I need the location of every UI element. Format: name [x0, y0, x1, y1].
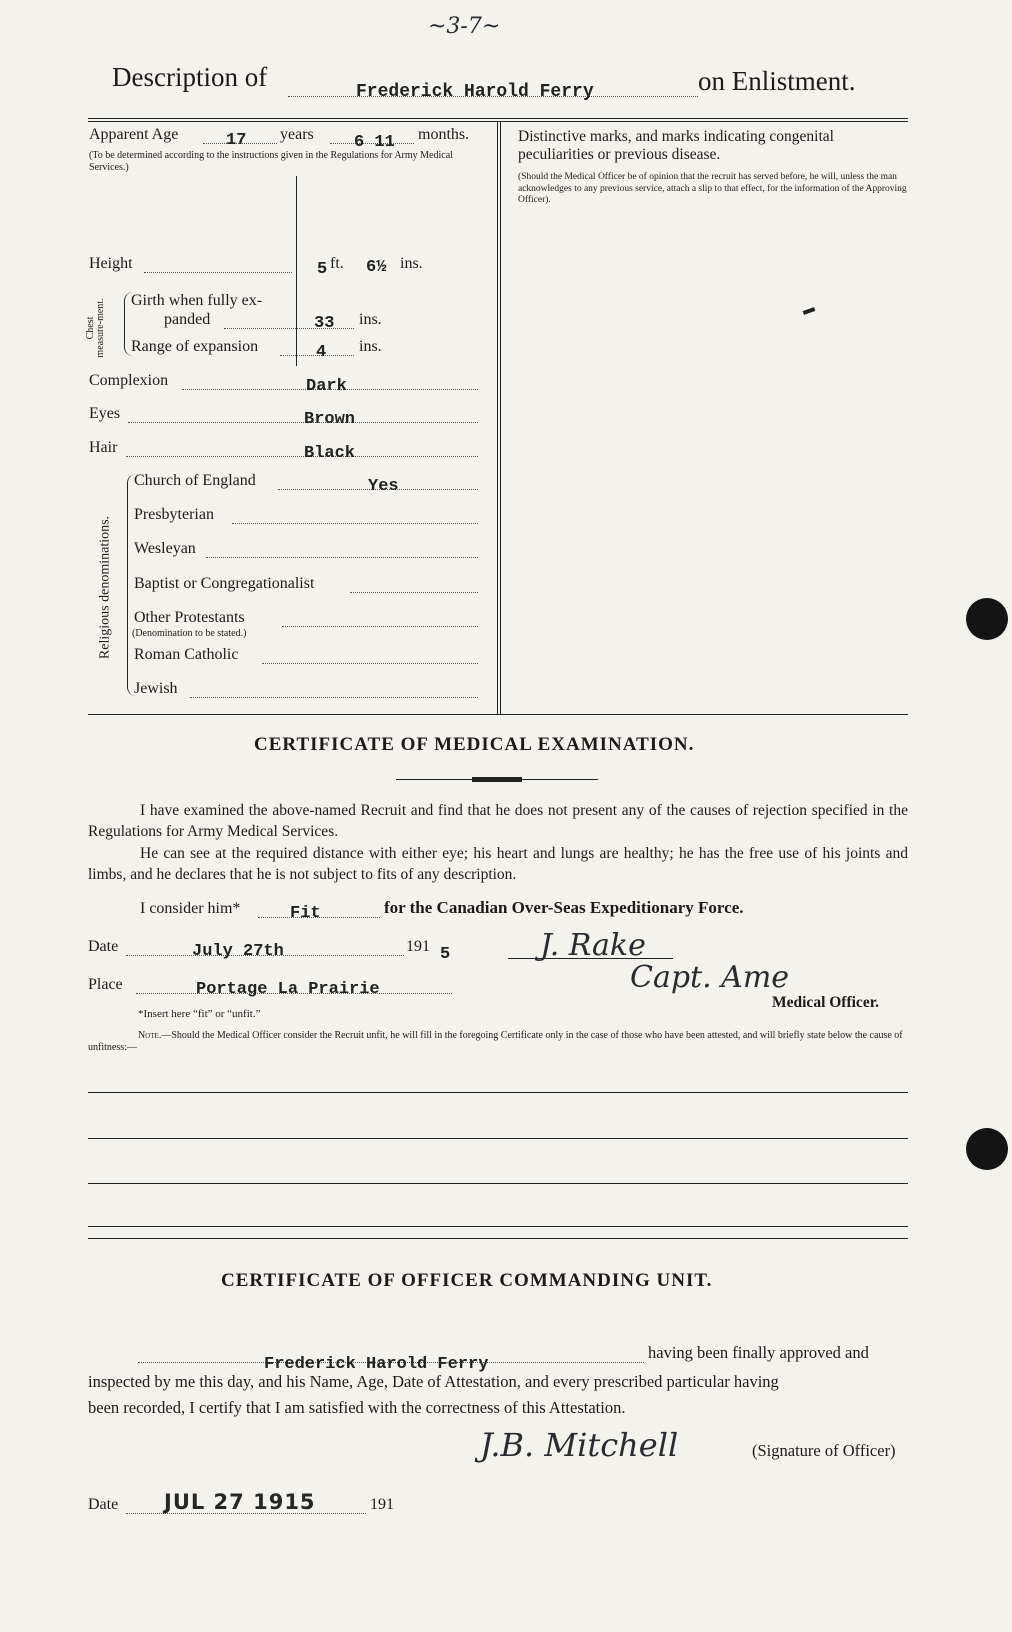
commanding-date-label: Date [88, 1496, 119, 1513]
insert-note: *Insert here “fit” or “unfit.” [138, 1008, 261, 1020]
height-label: Height [89, 255, 133, 272]
chest-girth-value: 33 [314, 314, 335, 333]
religion-item-presbyterian: Presbyterian [134, 506, 214, 523]
chest-girth-label-1: Girth when fully ex- [131, 292, 263, 309]
medical-date-label: Date [88, 938, 119, 955]
consider-suffix: for the Canadian Over-Seas Expeditionary Force. [384, 898, 744, 917]
medical-heading-rule-center [472, 777, 522, 782]
chest-girth-unit: ins. [359, 311, 382, 328]
commanding-line2: inspected by me this day, and his Name, Age, Date of Attestation, and every prescribed particular having [88, 1372, 779, 1391]
height-ins-value: 6½ [366, 258, 387, 277]
distinctive-note: (Should the Medical Officer be of opinion that the recruit has served before, he will, unless the man acknowledges to any previous service, attach a slip to that effect, for the information of the Approving Officer). [518, 172, 907, 205]
religion-line-6 [190, 697, 478, 698]
age-label: Apparent Age [89, 126, 179, 143]
commanding-signature-label: (Signature of Officer) [752, 1441, 896, 1460]
religion-line-1 [232, 523, 478, 524]
unfitness-line-1 [88, 1092, 908, 1093]
title-left: Description of [112, 62, 268, 92]
religion-item-other-protestants: Other Protestants [134, 609, 245, 626]
religion-other-note: (Denomination to be stated.) [132, 628, 247, 639]
unfitness-line-2 [88, 1138, 908, 1139]
medical-para2: He can see at the required distance with either eye; his heart and lungs are healthy; he has the free use of his joints and limbs, and he declares that he is not subject to fits of any description. [88, 845, 908, 883]
complexion-value: Dark [306, 377, 347, 396]
medical-note-label: Note. [138, 1030, 162, 1041]
commanding-signature: J.B. Mitchell [480, 1426, 679, 1464]
place-label: Place [88, 976, 123, 993]
column-divider-2 [500, 121, 501, 715]
medical-year-prefix: 191 [406, 938, 430, 955]
religion-line-3 [350, 592, 478, 593]
chest-range-unit: ins. [359, 338, 382, 355]
value-column-divider [296, 176, 297, 366]
eyes-line [128, 422, 478, 423]
medical-note-text: —Should the Medical Officer consider the Recruit unfit, he will fill in the foregoing Certificate only in the case of those who have been attested, and will briefly state below the cause of unfitness:— [88, 1030, 903, 1053]
top-scribble: ~3-7~ [428, 14, 501, 39]
consider-value: Fit [290, 904, 321, 923]
religion-value-church-of-england: Yes [368, 477, 399, 496]
age-years-value: 17 [226, 131, 247, 150]
medical-para1: I have examined the above-named Recruit and find that he does not present any of the causes of rejection specified in the Regulations for Army Medical Services. [88, 802, 908, 840]
commanding-line1-suffix: having been finally approved and [648, 1343, 869, 1362]
religion-item-church-of-england: Church of England [134, 472, 256, 489]
commanding-name-value: Frederick Harold Ferry [264, 1355, 489, 1374]
chest-girth-label-2: panded [164, 311, 211, 328]
age-months-value: 6 11 [354, 133, 395, 152]
age-years-label: years [280, 126, 314, 143]
medical-date-value: July 27th [192, 942, 284, 961]
religion-side-label: Religious denominations. [97, 515, 113, 660]
chest-side-label: Chest measure-ment. [85, 298, 106, 358]
unfitness-line-4 [88, 1226, 908, 1227]
section-divider [88, 1238, 908, 1239]
frame-top-line-2 [88, 121, 908, 122]
chest-range-label: Range of expansion [131, 338, 259, 355]
chest-girth-line [224, 328, 354, 329]
height-ft-value: 5 [317, 260, 328, 279]
age-months-label: months. [418, 126, 470, 143]
medical-signature-2: Capt. Ame [630, 960, 790, 995]
distinctive-title: Distinctive marks, and marks indicating congenital peculiarities or previous disease. [518, 128, 834, 163]
recruit-name: Frederick Harold Ferry [356, 82, 594, 102]
medical-year-digit: 5 [440, 945, 451, 964]
religion-item-roman-catholic: Roman Catholic [134, 646, 239, 663]
age-note: (To be determined according to the instructions given in the Regulations for Army Medical Services.) [89, 150, 453, 173]
hair-value: Black [304, 444, 356, 463]
eyes-value: Brown [304, 410, 356, 429]
column-divider [497, 121, 498, 715]
religion-item-jewish: Jewish [134, 680, 178, 697]
title-right: on Enlistment. [698, 66, 856, 96]
height-ins-label: ins. [400, 255, 423, 272]
chest-range-value: 4 [316, 343, 327, 362]
height-line [144, 272, 292, 273]
complexion-label: Complexion [89, 372, 169, 389]
commanding-year-prefix: 191 [370, 1496, 394, 1513]
hair-label: Hair [89, 439, 118, 456]
religion-line-4 [282, 626, 478, 627]
religion-line-2 [206, 557, 478, 558]
frame-top-line [88, 118, 908, 119]
height-ft-label: ft. [330, 255, 344, 272]
punch-hole-upper [966, 598, 1008, 640]
punch-hole-lower [966, 1128, 1008, 1170]
eyes-label: Eyes [89, 405, 121, 422]
medical-heading: CERTIFICATE OF MEDICAL EXAMINATION. [254, 734, 695, 755]
medical-note [88, 1030, 908, 1054]
commanding-line3: been recorded, I certify that I am satisfied with the correctness of this Attestation. [88, 1398, 626, 1417]
medical-signature-1: J. Rake [540, 928, 646, 963]
commanding-date-stamp: JUL 27 1915 [164, 1490, 316, 1514]
consider-label: I consider him* [140, 900, 241, 917]
medical-officer-label: Medical Officer. [772, 994, 880, 1011]
signature-line-1 [508, 958, 673, 959]
commanding-heading: CERTIFICATE OF OFFICER COMMANDING UNIT. [221, 1270, 713, 1291]
religion-item-baptist: Baptist or Congregationalist [134, 575, 315, 592]
hair-line [126, 456, 478, 457]
frame-bottom-line [88, 714, 908, 715]
religion-line-5 [262, 663, 478, 664]
place-value: Portage La Prairie [196, 980, 380, 999]
unfitness-line-3 [88, 1183, 908, 1184]
ink-mark [803, 307, 816, 315]
religion-item-wesleyan: Wesleyan [134, 540, 196, 557]
